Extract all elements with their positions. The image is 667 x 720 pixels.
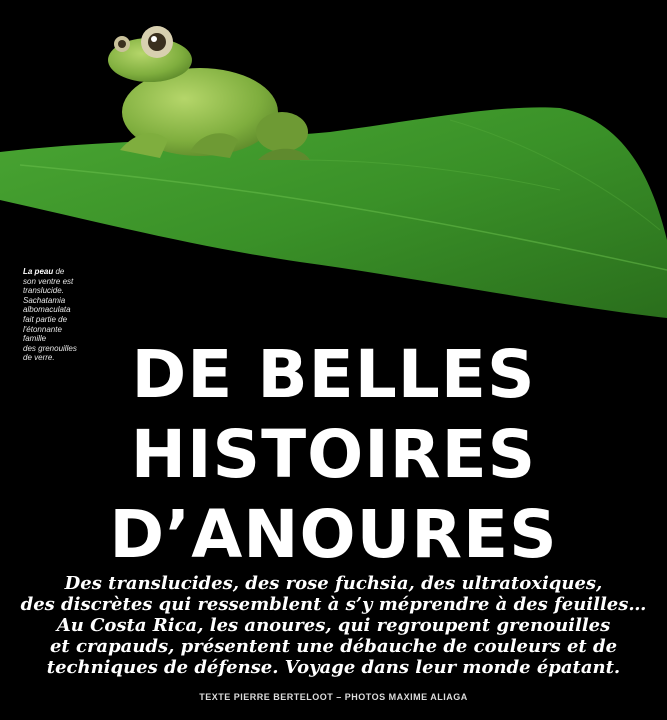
article-lede: [0, 573, 667, 678]
lede-line: des discrètes qui ressemblent à s’y méprendre à des feuilles…: [20, 594, 647, 615]
caption-lead: La peau: [23, 267, 54, 276]
caption-line: son ventre est: [23, 276, 74, 286]
frog-photo: [0, 0, 667, 330]
lede-line: Des translucides, des rose fuchsia, des ultratoxiques,: [64, 573, 603, 594]
caption-line: des grenouilles: [23, 343, 77, 353]
caption-line: de: [53, 267, 65, 276]
lede-line: Au Costa Rica, les anoures, qui regroupent grenouilles: [56, 615, 611, 636]
caption-line: albomaculata: [23, 305, 71, 315]
caption-line: l'étonnante famille: [23, 324, 62, 344]
lede-line: techniques de défense. Voyage dans leur monde épatant.: [46, 657, 621, 678]
title-line: DE BELLES: [131, 336, 536, 413]
title-line: HISTOIRES: [130, 416, 537, 493]
byline-credits: TEXTE PIERRE BERTELOOT – PHOTOS MAXIME ALIAGA: [199, 692, 468, 702]
caption-line: translucide.: [23, 286, 64, 296]
article-title: [0, 335, 667, 575]
caption-line: de verre.: [23, 353, 55, 363]
lede-line: et crapauds, présentent une débauche de couleurs et de: [49, 636, 618, 657]
title-line: D’ANOURES: [109, 496, 558, 573]
caption-line: Sachatamia: [23, 295, 66, 305]
caption-line: fait partie de: [23, 314, 68, 324]
